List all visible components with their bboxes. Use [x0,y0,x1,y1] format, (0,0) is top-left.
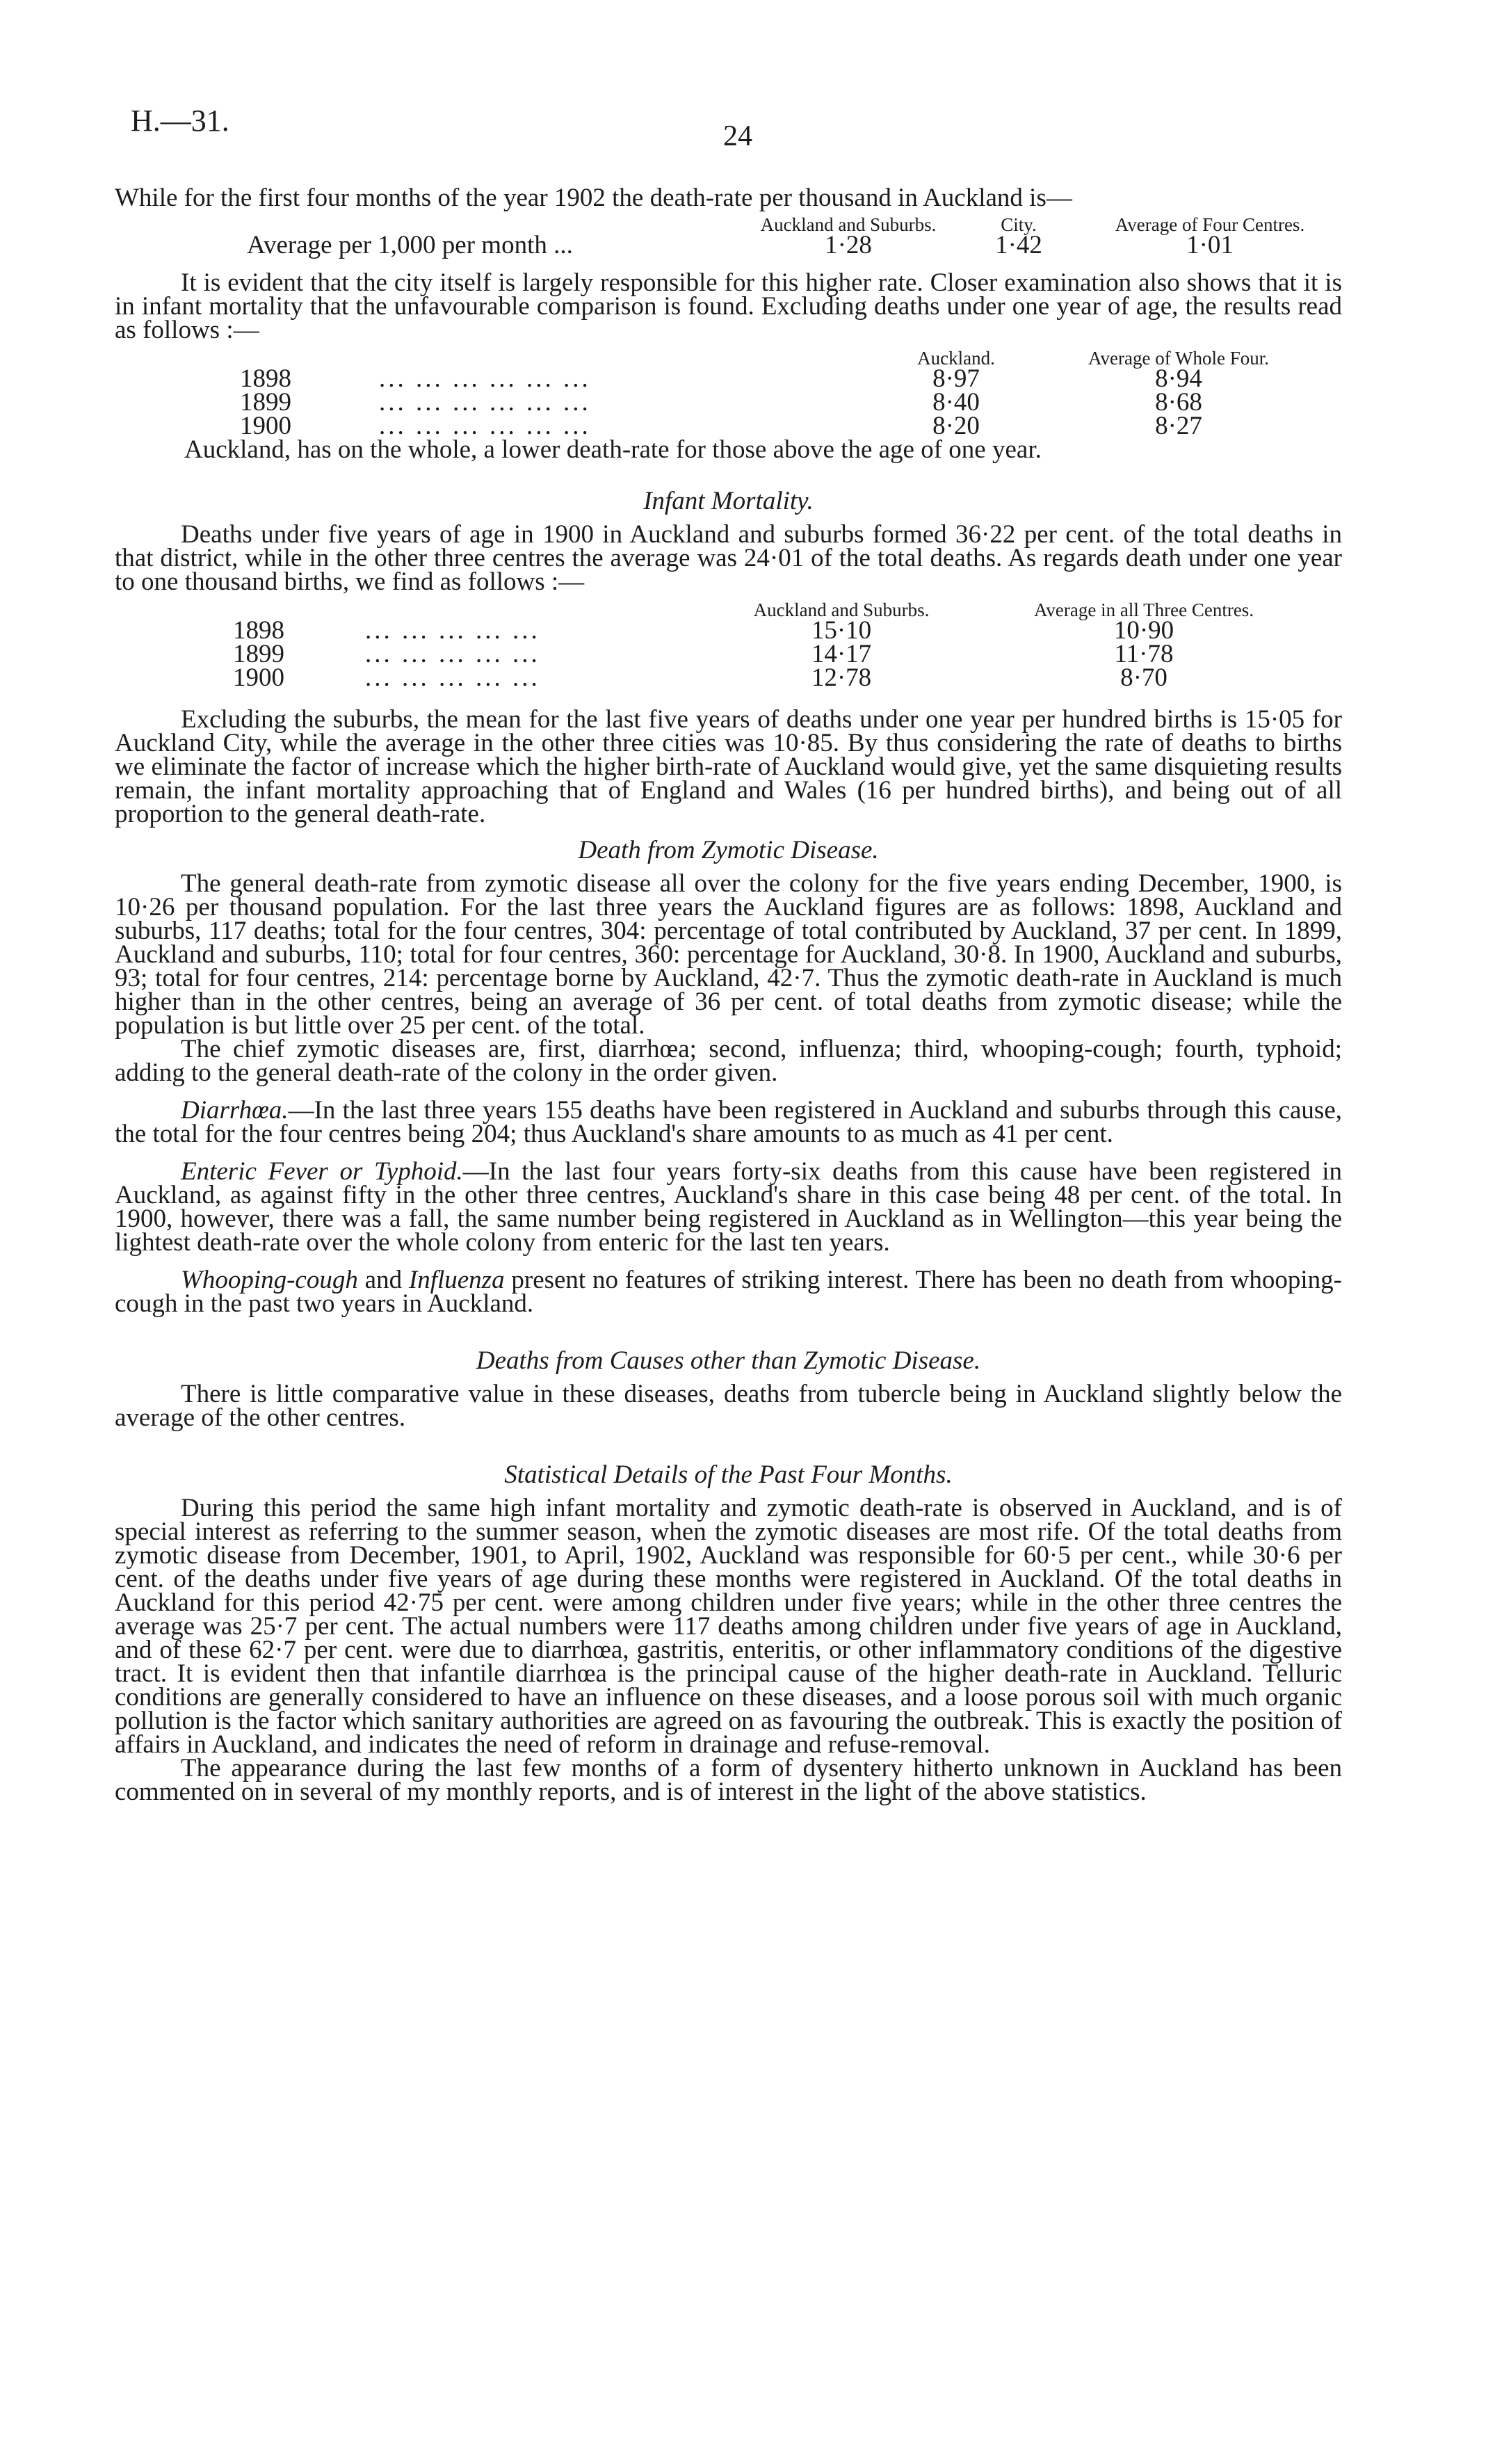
paragraph-dysentery: The appearance during the last few months of a form of dysentery hitherto unknown in Auckland has been commented on in several of my monthly reports, and is of interest in the light of the above statistics. [115,1754,1342,1806]
table3-cell: 10·90 [1113,616,1174,645]
excluding-infants-table [240,349,1332,438]
table-row [233,666,1332,690]
table2-cell: 8·97 [932,364,980,393]
paragraph-lower-rate: Auckland, has on the whole, a lower death-rate for those above the age of one year. [184,435,1042,464]
table2-cell: 8·40 [932,388,980,417]
table1-cell: 1·28 [825,231,872,259]
table2-year: 1900 [240,412,291,440]
table3-cell: 14·17 [811,640,872,668]
table3-cell: 8·70 [1120,663,1167,692]
paragraph-infant-deaths: Deaths under five years of age in 1900 in Auckland and suburbs formed 36·22 per cent. of the total deaths in that district, while in the other three centres the average was 24·01 of the total deaths. As regards death under one year to one thousand births, we find as follows :— [115,520,1342,596]
paragraph-excluding-suburbs: Excluding the suburbs, the mean for the last five years of deaths under one year per hundred births is 15·05 for Auckland City, while the average in the other three cities was 10·85. By thus considering the rate of deaths to births we eliminate the factor of increase which the higher birth-rate of Auckland would give, yet the same disquieting results remain, the infant mortality approaching that of England and Wales (16 per hundred births), and being out of all proportion to the general death-rate. [115,705,1342,828]
table3-year: 1899 [233,640,284,668]
typhoid-lead: Enteric Fever or Typhoid. [181,1157,463,1186]
diarrhoea-text: —In the last three years 155 deaths have been registered in Auckland and suburbs through this cause, the total for the four centres being 204; thus Auckland's share amounts to as much as 41 per cent. [115,1096,1342,1148]
diarrhoea-lead: Diarrhœa. [181,1096,289,1125]
table-row [240,414,1332,438]
table2-year: 1899 [240,388,291,417]
table2-col-auckland: Auckland. [917,348,995,369]
table2-col-average: Average of Whole Four. [1088,348,1269,369]
table-row [240,367,1332,391]
table3-year: 1898 [233,616,284,645]
table3-cell: 11·78 [1114,640,1174,668]
table3-col-average: Average in all Three Centres. [1033,599,1254,620]
paragraph-chief-diseases: The chief zymotic diseases are, first, diarrhœa; second, influenza; third, whooping-cough; fourth, typhoid; adding to the general death-rate of the colony in the order given. [115,1035,1342,1087]
intro-paragraph: While for the first four months of the year 1902 the death-rate per thousand in Auckland is— [115,184,1072,212]
typhoid-text: —In the last four years forty-six deaths from this cause have been registered in Auckland, as against fifty in the other three centres, Auckland's share in this case being 48 per cent. of the total. In 1900, however, there was a fall, the same number being registered in Auckland as in Wellington—this year being the lightest death-rate over the whole colony from enteric for the last ten years. [115,1157,1342,1257]
table-row [233,643,1332,666]
table1-col-auckland: Auckland and Suburbs. [760,214,937,235]
table1-col-average: Average of Four Centres. [1115,214,1305,235]
death-rate-table [247,216,1332,257]
paragraph-city-responsible: It is evident that the city itself is largely responsible for this higher rate. Closer examination also shows that it is in infant mortality that the unfavourable comparison is found. Excluding deaths under one year of age, the results read as follows :— [115,268,1342,344]
table2-leader: ... ... ... ... ... ... [379,364,591,393]
paragraph-diarrhoea [115,1096,1342,1148]
influenza-lead: Influenza [408,1266,505,1294]
whooping-lead: Whooping-cough [181,1266,358,1294]
paragraph-whooping-influenza [115,1266,1342,1318]
table1-cell: 1·01 [1186,231,1234,259]
infant-mortality-table [233,601,1332,690]
table1-cell: 1·42 [995,231,1042,259]
table-row [233,619,1332,643]
table3-leader: ... ... ... ... ... [365,663,540,692]
paragraph-statistical-details: During this period the same high infant mortality and zymotic death-rate is observed in Auckland, and is of special interest as referring to the summer season, when the zymotic diseases are most rife. Of the total deaths from zymotic disease from December, 1901, to April, 1902, Auckland was responsible for 60·5 per cent., while 30·6 per cent. of the deaths under five years of age during these months were registered in Auckland. Of the total deaths in Auckland for this period 42·75 per cent. were among children under five years; while in the other three centres the average was 25·7 per cent. The actual numbers were 117 deaths among children under five years of age in Auckland, and of these 62·7 per cent. were due to diarrhœa, gastritis, enteritis, or other inflammatory conditions of the digestive tract. It is evident then that infantile diarrhœa is the principal cause of the higher death-rate in Auckland. Telluric conditions are generally considered to have an influence on these diseases, and a loose porous soil with much organic pollution is the factor which sanitary authorities are agreed on as favouring the outbreak. This is exactly the position of affairs in Auckland, and indicates the need of reform in drainage and refuse-removal. [115,1494,1342,1759]
table2-leader: ... ... ... ... ... ... [379,388,591,417]
table2-cell: 8·94 [1155,364,1202,393]
whooping-text: present no features of striking interest. There has been no death from whooping-cough in the past two years in Auckland. [115,1266,1342,1318]
report-reference: H.—31. [131,104,229,138]
heading-statistical-details: Statistical Details of the Past Four Months. [504,1460,953,1489]
heading-zymotic-disease: Death from Zymotic Disease. [578,836,879,864]
paragraph-typhoid [115,1157,1342,1257]
paragraph-general-zymotic: The general death-rate from zymotic disease all over the colony for the five years ending December, 1900, is 10·26 per thousand population. For the last three years the Auckland figures are as follows: 1898, Auckland and suburbs, 117 deaths; total for the four centres, 304: percentage of total contributed by Auckland, 37 per cent. In 1899, Auckland and suburbs, 110; total for four centres, 360: percentage for Auckland, 30·8. In 1900, Auckland and suburbs, 93; total for four centres, 214: percentage borne by Auckland, 42·7. Thus the zymotic death-rate in Auckland is much higher than in the other centres, being an average of 36 per cent. of total deaths from zymotic disease; while the population is but little over 25 per cent. of the total. [115,869,1342,1040]
table3-year: 1900 [233,663,284,692]
table1-col-city: City. [1001,214,1037,235]
table2-cell: 8·20 [932,412,980,440]
table2-leader: ... ... ... ... ... ... [379,412,591,440]
heading-infant-mortality: Infant Mortality. [643,487,814,515]
table-row [240,391,1332,414]
table3-col-auckland: Auckland and Suburbs. [753,599,930,620]
table3-leader: ... ... ... ... ... [365,616,540,645]
document-body [115,186,1342,1804]
table2-cell: 8·27 [1155,412,1202,440]
table2-year: 1898 [240,364,291,393]
table3-cell: 12·78 [811,663,872,692]
heading-other-causes: Deaths from Causes other than Zymotic Disease. [476,1346,981,1375]
table3-cell: 15·10 [811,616,872,645]
table1-row-label: Average per 1,000 per month ... [247,231,573,259]
paragraph-tubercle: There is little comparative value in these diseases, deaths from tubercle being in Auckland slightly below the average of the other centres. [115,1380,1342,1432]
table3-leader: ... ... ... ... ... [365,640,540,668]
table2-cell: 8·68 [1155,388,1202,417]
conjunction-text: and [357,1266,409,1294]
page-number: 24 [723,120,752,152]
